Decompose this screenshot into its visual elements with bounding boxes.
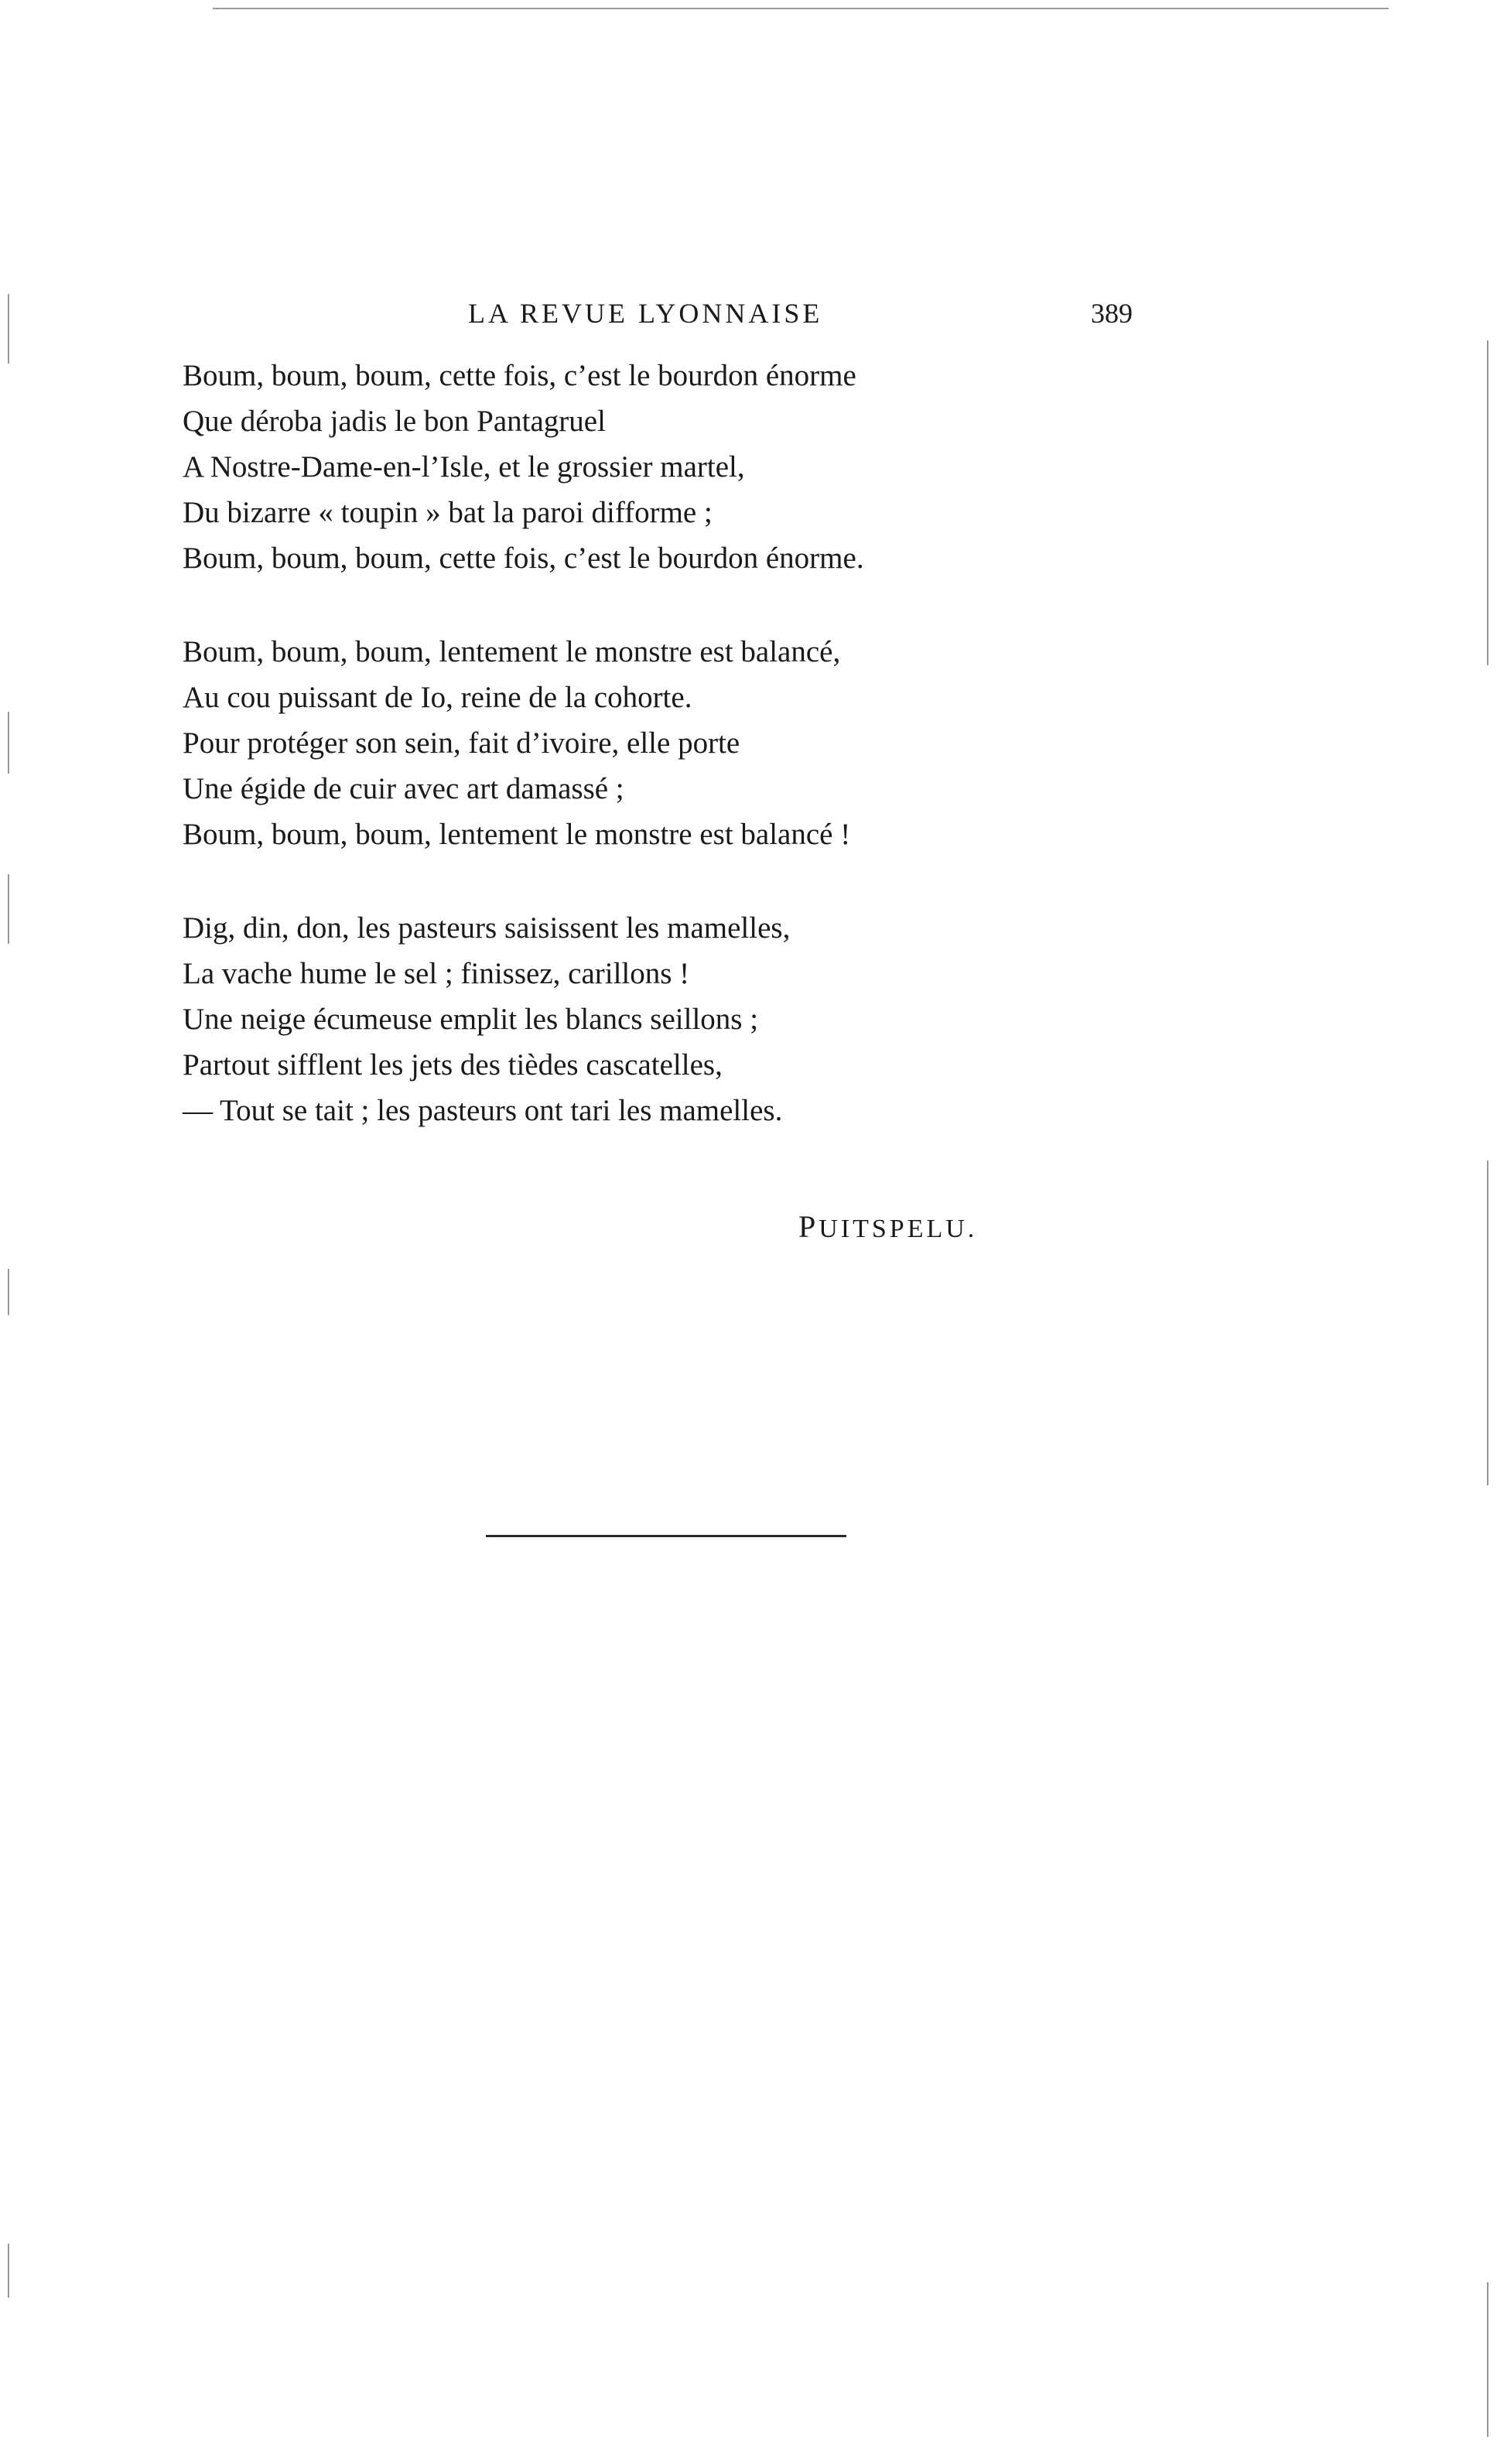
verse-line: — Tout se tait ; les pasteurs ont tari les mamelles. [183, 1094, 783, 1127]
author-signature [798, 1208, 977, 1245]
verse-line: Boum, boum, boum, cette fois, c’est le bourdon énorme. [183, 542, 864, 575]
verse-line: Au cou puissant de Io, reine de la cohorte. [183, 681, 692, 714]
running-head [186, 297, 1145, 336]
stanza [183, 629, 1034, 857]
end-rule [486, 1535, 846, 1537]
scan-edge-top [213, 8, 1389, 9]
scan-edge-left [8, 712, 9, 774]
verse-line: Boum, boum, boum, cette fois, c’est le bourdon énorme [183, 359, 856, 392]
scan-edge-left [8, 1269, 9, 1315]
verse-line: Dig, din, don, les pasteurs saisissent les mamelles, [183, 911, 791, 945]
signature-initial: P [798, 1209, 819, 1244]
poem [183, 353, 1034, 1181]
scan-edge-left [8, 2244, 9, 2298]
scan-edge-right [1487, 340, 1488, 665]
signature-rest: UITSPELU. [819, 1215, 978, 1243]
verse-line: Pour protéger son sein, fait d’ivoire, elle porte [183, 726, 740, 760]
verse-line: Que déroba jadis le bon Pantagruel [183, 405, 606, 438]
verse-line: Boum, boum, boum, lentement le monstre est balancé, [183, 635, 841, 668]
scan-edge-right [1487, 2282, 1488, 2437]
verse-line: Boum, boum, boum, lentement le monstre est balancé ! [183, 818, 851, 851]
scan-edge-right [1487, 1160, 1488, 1485]
page-number: 389 [1091, 298, 1133, 329]
verse-line: La vache hume le sel ; finissez, carillons ! [183, 957, 690, 990]
stanza [183, 905, 1034, 1133]
verse-line: Une neige écumeuse emplit les blancs seillons ; [183, 1003, 759, 1036]
verse-line: A Nostre-Dame-en-l’Isle, et le grossier martel, [183, 450, 745, 484]
stanza [183, 353, 1034, 581]
running-title: LA REVUE LYONNAISE [468, 298, 823, 329]
scan-edge-left [8, 294, 9, 364]
verse-line: Une égide de cuir avec art damassé ; [183, 772, 624, 805]
verse-line: Du bizarre « toupin » bat la paroi difforme ; [183, 496, 713, 529]
verse-line: Partout sifflent les jets des tièdes cascatelles, [183, 1048, 723, 1082]
scan-edge-left [8, 874, 9, 944]
